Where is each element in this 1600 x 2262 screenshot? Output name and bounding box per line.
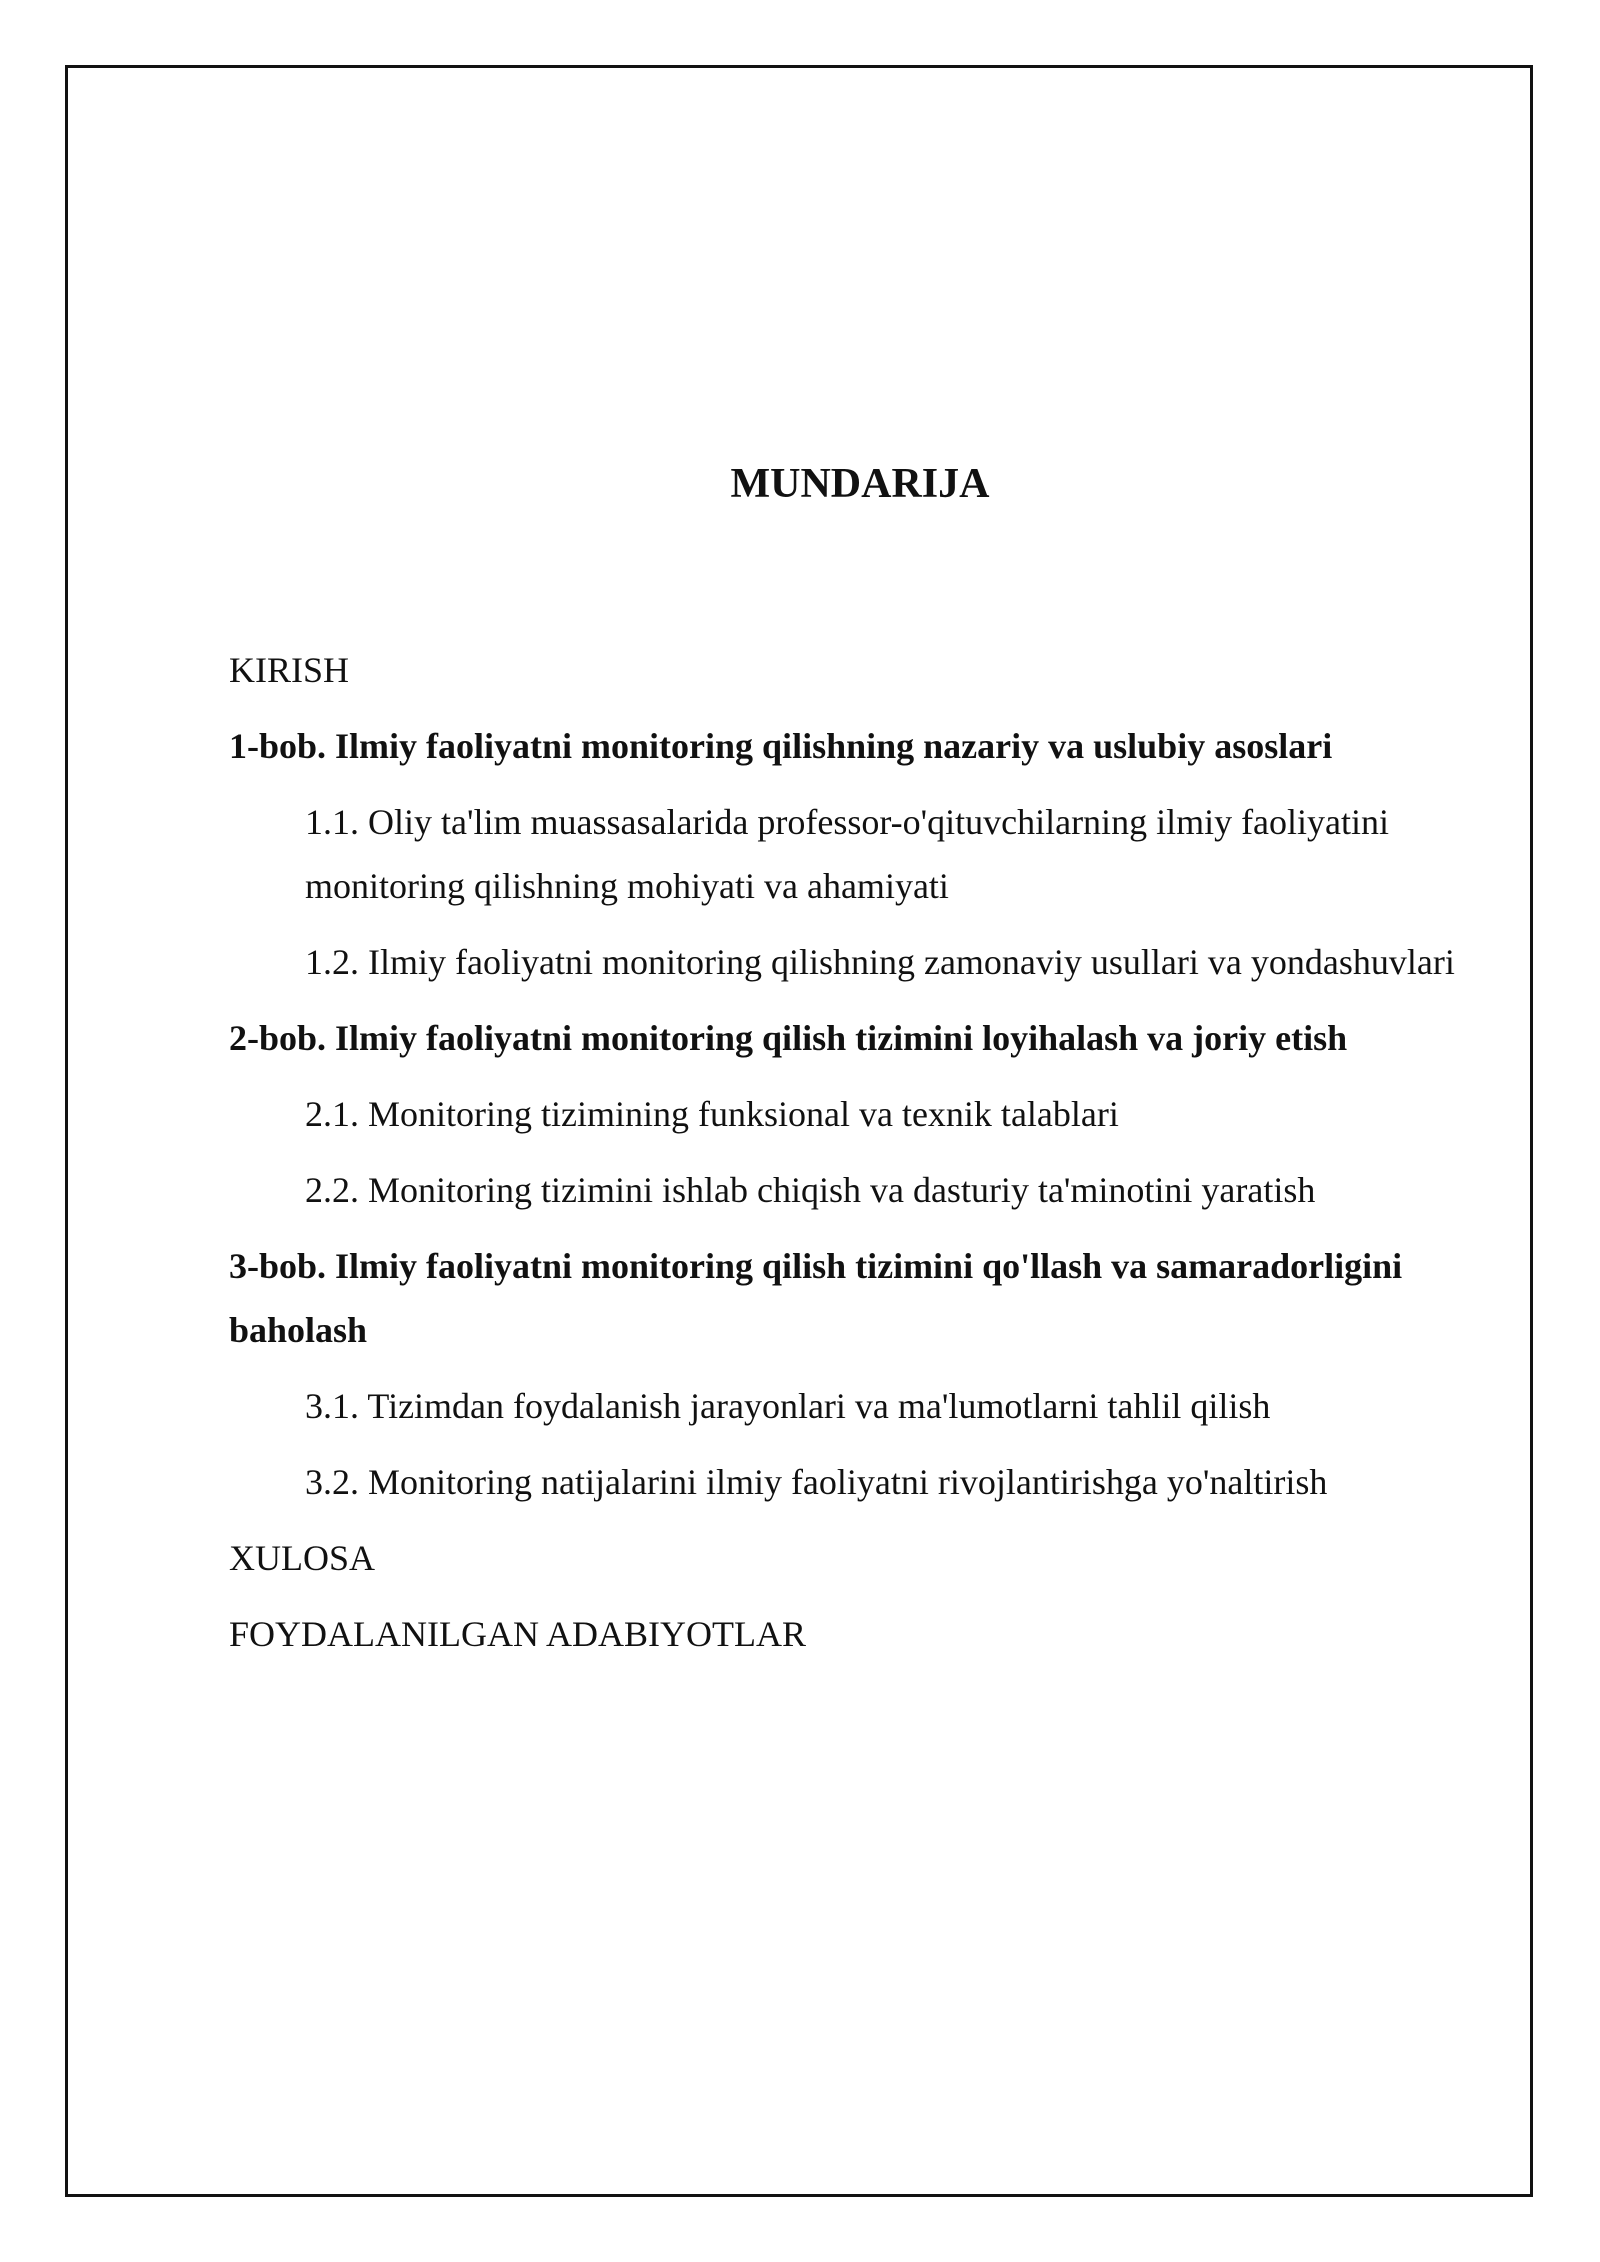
toc-entry-references: FOYDALANILGAN ADABIYOTLAR [229,1614,806,1654]
toc-entry-introduction: KIRISH [229,650,350,690]
table-of-contents [229,638,1479,1678]
toc-chapter-1: 1-bob. Ilmiy faoliyatni monitoring qilishning nazariy va uslubiy asoslari [229,726,1333,766]
toc-section-3-1: 3.1. Tizimdan foydalanish jarayonlari va ma'lumotlarni tahlil qilish [305,1386,1271,1426]
toc-chapter-2: 2-bob. Ilmiy faoliyatni monitoring qilish tizimini loyihalash va joriy etish [229,1018,1348,1058]
page-title: MUNDARIJA [730,461,990,507]
toc-chapter-3: 3-bob. Ilmiy faoliyatni monitoring qilish tizimini qo'llash va samaradorligini baholash [229,1246,1403,1350]
toc-entry-conclusion: XULOSA [229,1538,376,1578]
toc-section-2-2: 2.2. Monitoring tizimini ishlab chiqish va dasturiy ta'minotini yaratish [305,1170,1316,1210]
toc-section-3-2: 3.2. Monitoring natijalarini ilmiy faoliyatni rivojlantirishga yo'naltirish [305,1462,1328,1502]
toc-section-1-1: 1.1. Oliy ta'lim muassasalarida professor-o'qituvchilarning ilmiy faoliyatini monitoring qilishning mohiyati va ahamiyati [305,802,1390,906]
toc-section-2-1: 2.1. Monitoring tizimining funksional va texnik talablari [305,1094,1119,1134]
toc-section-1-2: 1.2. Ilmiy faoliyatni monitoring qilishning zamonaviy usullari va yondashuvlari [305,942,1455,982]
